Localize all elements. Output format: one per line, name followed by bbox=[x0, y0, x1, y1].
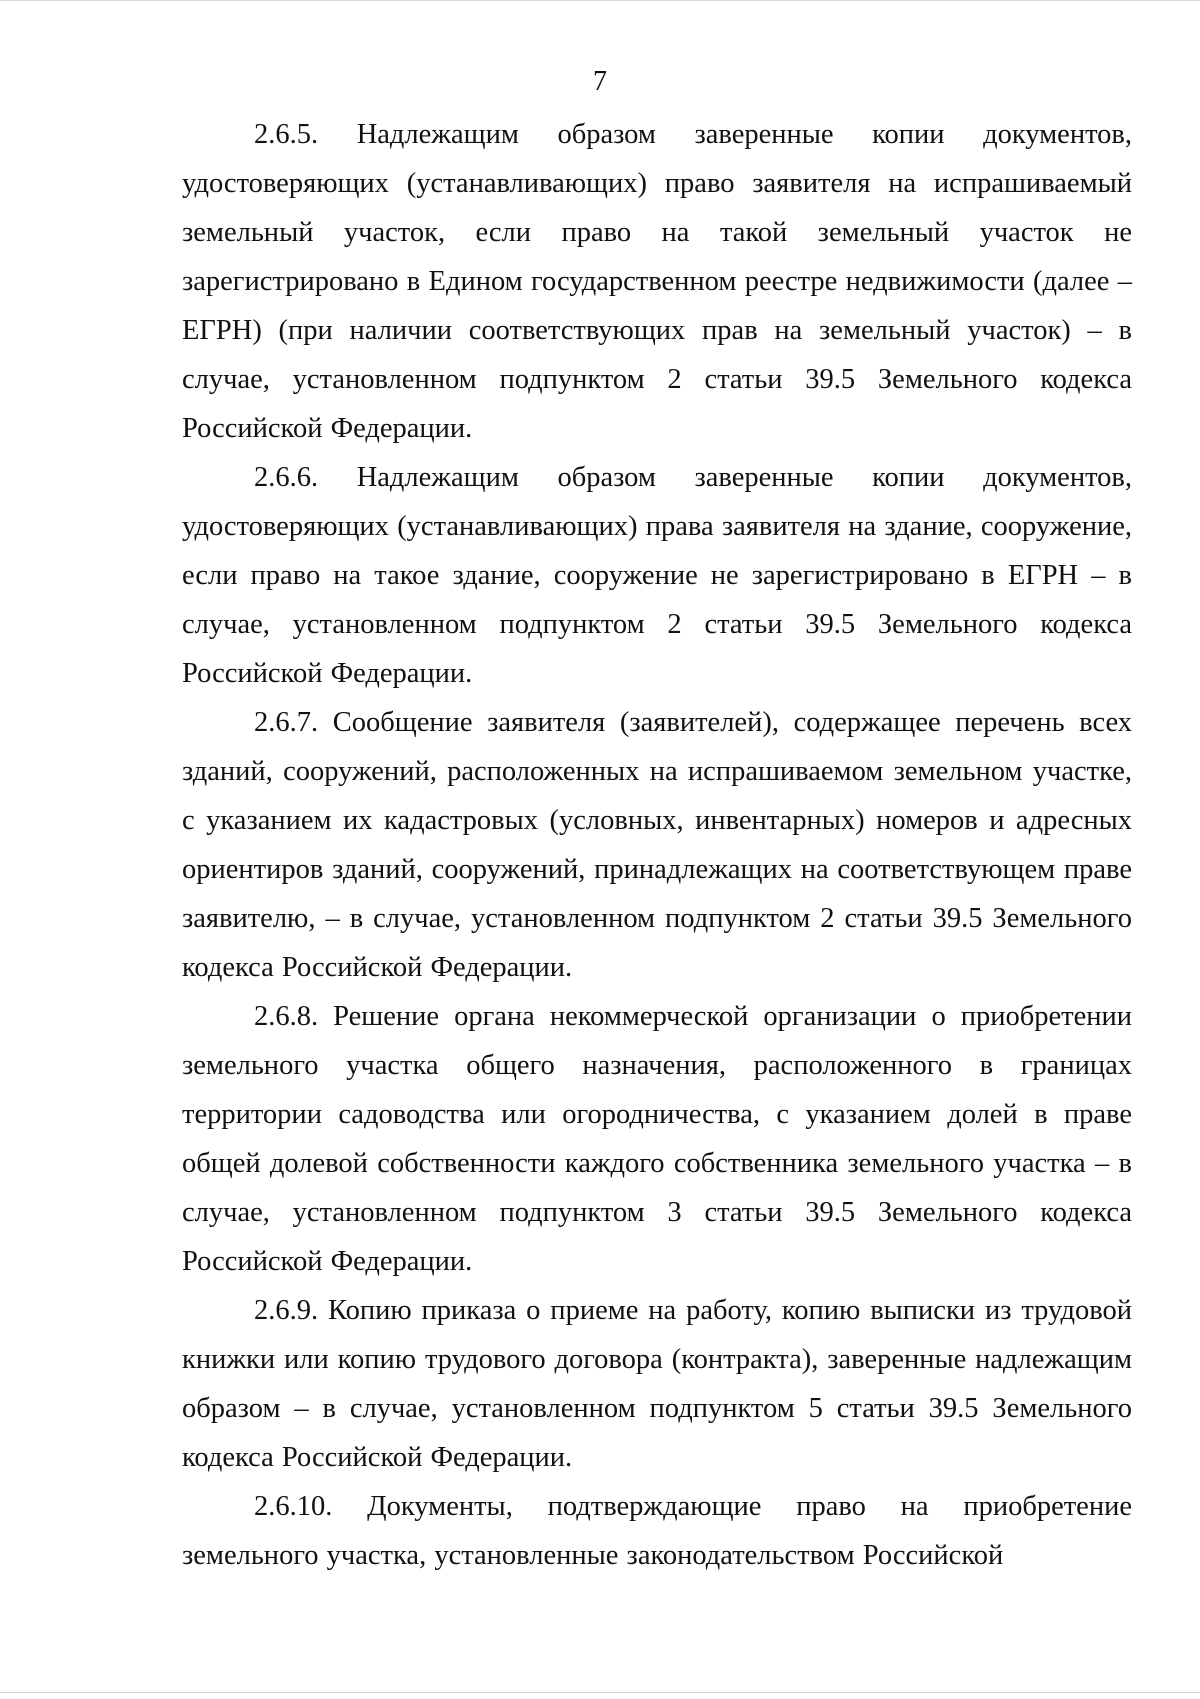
paragraph-2-6-7: 2.6.7. Сообщение заявителя (заявителей), содержащее перечень всех зданий, сооружений, расположенных на испрашиваемом земельном участке, с указанием их кадастровых (условных, инвентарных) номеров и адресных ориентиров зданий, сооружений, принадлежащих на соответствующем праве заявителю, – в случае, установленном подпунктом 2 статьи 39.5 Земельного кодекса Российской Федерации. bbox=[182, 707, 1132, 983]
paragraph-2-6-10: 2.6.10. Документы, подтверждающие право на приобретение земельного участка, установленные законодательством Российской bbox=[182, 1491, 1132, 1571]
paragraph-2-6-8: 2.6.8. Решение органа некоммерческой организации о приобретении земельного участка общего назначения, расположенного в границах территории садоводства или огородничества, с указанием долей в праве общей долевой собственности каждого собственника земельного участка – в случае, установленном подпунктом 3 статьи 39.5 Земельного кодекса Российской Федерации. bbox=[182, 1001, 1132, 1277]
paragraph-2-6-9: 2.6.9. Копию приказа о приеме на работу, копию выписки из трудовой книжки или копию трудового договора (контракта), заверенные надлежащим образом – в случае, установленном подпунктом 5 статьи 39.5 Земельного кодекса Российской Федерации. bbox=[182, 1295, 1132, 1473]
scan-edge-top bbox=[0, 0, 1200, 1]
document-body bbox=[182, 110, 1132, 1580]
paragraph-2-6-5: 2.6.5. Надлежащим образом заверенные копии документов, удостоверяющих (устанавливающих) право заявителя на испрашиваемый земельный участок, если право на такой земельный участок не зарегистрировано в Едином государственном реестре недвижимости (далее – ЕГРН) (при наличии соответствующих прав на земельный участок) – в случае, установленном подпунктом 2 статьи 39.5 Земельного кодекса Российской Федерации. bbox=[182, 119, 1132, 444]
page-number: 7 bbox=[593, 66, 607, 97]
scan-edge-bottom bbox=[0, 1692, 1200, 1693]
paragraph-2-6-6: 2.6.6. Надлежащим образом заверенные копии документов, удостоверяющих (устанавливающих) права заявителя на здание, сооружение, если право на такое здание, сооружение не зарегистрировано в ЕГРН – в случае, установленном подпунктом 2 статьи 39.5 Земельного кодекса Российской Федерации. bbox=[182, 462, 1132, 689]
